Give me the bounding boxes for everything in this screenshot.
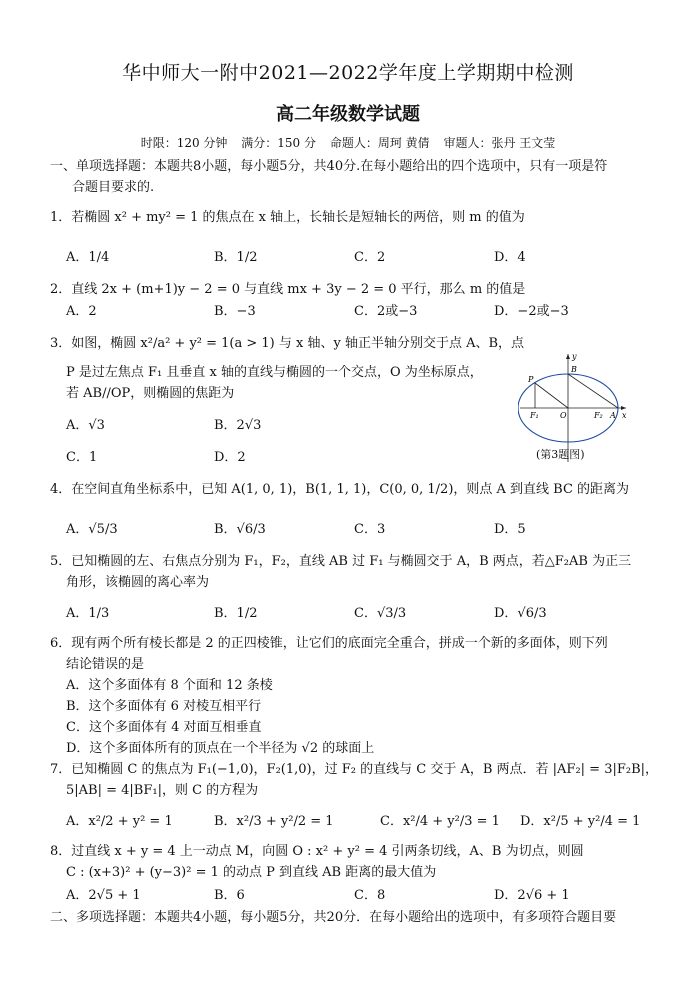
q2-option-c: C．2或−3: [354, 304, 418, 319]
label-f1: F₁: [530, 411, 539, 420]
q5-option-b: B．1/2: [214, 606, 258, 621]
q7-stem: 7．已知椭圆 C 的焦点为 F₁(−1,0)，F₂(1,0)，过 F₂ 的直线与 C 交于 A，B 两点．若 |AF₂| = 3|F₂B|，: [50, 762, 659, 777]
q7-option-c: C．x²/4 + y²/3 = 1: [380, 814, 500, 829]
q5-stem: 5．已知椭圆的左、右焦点分别为 F₁，F₂，直线 AB 过 F₁ 与椭圆交于 A，B 两点，若△F₂AB 为正三: [50, 554, 632, 569]
q3-option-a: A．√3: [66, 418, 105, 433]
label-o: O: [560, 411, 567, 420]
q8-stem: 8．过直线 x + y = 4 上一动点 M，向圆 O : x² + y² = 4 引两条切线，A、B 为切点，则圆: [50, 844, 584, 859]
q3-stem-cont: P 是过左焦点 F₁ 且垂直 x 轴的直线与椭圆的一个交点，O 为坐标原点，: [66, 365, 483, 380]
q1-option-b: B．1/2: [214, 250, 258, 265]
q8-option-c: C．8: [354, 888, 386, 903]
q3-figure-caption: (第3题图): [536, 448, 585, 461]
section2-heading: 二、多项选择题：本题共4小题，每小题5分，共20分．在每小题给出的选项中，有多项符合题目要: [50, 910, 617, 925]
segment-ab: [568, 374, 618, 408]
meta-reviewer: 审题人：张丹 王文莹: [443, 136, 556, 150]
exam-subtitle: 高二年级数学试题: [276, 104, 420, 125]
q1-option-c: C．2: [354, 250, 386, 265]
label-y: y: [572, 352, 577, 361]
label-x: x: [622, 411, 627, 420]
q1-option-d: D．4: [494, 250, 526, 265]
label-p: P: [528, 375, 534, 384]
q2-option-b: B．−3: [214, 304, 256, 319]
y-axis-arrow: [566, 354, 570, 359]
label-f2: F₂: [594, 411, 603, 420]
q6-option-b: B．这个多面体有 6 对棱互相平行: [66, 699, 262, 714]
q1-stem: 1．若椭圆 x² + my² = 1 的焦点在 x 轴上，长轴长是短轴长的两倍，则 m 的值为: [50, 210, 525, 225]
label-a: A: [610, 411, 616, 420]
q6-option-d: D．这个多面体所有的顶点在一个半径为 √2 的球面上: [66, 741, 375, 756]
q6-stem: 6．现有两个所有棱长都是 2 的正四棱锥，让它们的底面完全重合，拼成一个新的多面体，则下列: [50, 636, 608, 651]
q7-stem-cont: 5|AB| = 4|BF₁|，则 C 的方程为: [66, 783, 259, 798]
q5-stem-cont: 角形，该椭圆的离心率为: [66, 575, 210, 590]
q3-option-d: D．2: [214, 450, 246, 465]
q3-stem: 3．如图，椭圆 x²/a² + y² = 1(a > 1) 与 x 轴、y 轴正半轴分别交于点 A、B，点: [50, 336, 525, 351]
q7-option-b: B．x²/3 + y²/2 = 1: [214, 814, 334, 829]
q4-option-a: A．√5/3: [66, 522, 118, 537]
label-b: B: [571, 365, 577, 374]
q7-option-d: D．x²/5 + y²/4 = 1: [520, 814, 641, 829]
q4-stem: 4．在空间直角坐标系中，已知 A(1, 0, 1)，B(1, 1, 1)，C(0, 0, 1/2)，则点 A 到直线 BC 的距离为: [50, 482, 630, 497]
q4-option-c: C．3: [354, 522, 386, 537]
x-axis-arrow: [621, 406, 626, 410]
q8-option-b: B．6: [214, 888, 245, 903]
q2-option-a: A．2: [66, 304, 97, 319]
q5-option-d: D．√6/3: [494, 606, 547, 621]
q8-option-a: A．2√5 + 1: [66, 888, 141, 903]
q3-option-b: B．2√3: [214, 418, 262, 433]
q6-stem-cont: 结论错误的是: [66, 657, 145, 672]
q1-option-a: A．1/4: [66, 250, 110, 265]
q8-option-d: D．2√6 + 1: [494, 888, 570, 903]
section1-heading: 一、单项选择题：本题共8小题，每小题5分，共40分.在每小题给出的四个选项中，只有一项是符: [50, 159, 608, 174]
exam-title: 华中师大一附中2021—2022学年度上学期期中检测: [122, 62, 574, 84]
q4-option-d: D．5: [494, 522, 526, 537]
meta-score: 满分：150 分: [241, 136, 316, 150]
q2-stem: 2．直线 2x + (m+1)y − 2 = 0 与直线 mx + 3y − 2 = 0 平行，那么 m 的值是: [50, 282, 526, 297]
q3-stem-cont2: 若 AB//OP，则椭圆的焦距为: [66, 386, 235, 401]
q5-option-a: A．1/3: [66, 606, 110, 621]
q4-option-b: B．√6/3: [214, 522, 266, 537]
meta-author: 命题人：周珂 黄倩: [329, 136, 430, 150]
q2-option-d: D．−2或−3: [494, 304, 569, 319]
q7-option-a: A．x²/2 + y² = 1: [66, 814, 173, 829]
q3-option-c: C．1: [66, 450, 98, 465]
section1-heading-cont: 合题目要求的.: [72, 180, 155, 195]
q6-option-c: C．这个多面体有 4 对面互相垂直: [66, 720, 262, 735]
segment-op: [535, 383, 568, 408]
meta-time: 时限：120 分钟: [140, 136, 228, 150]
exam-meta: [0, 134, 696, 151]
q8-stem-cont: C : (x+3)² + (y−3)² = 1 的动点 P 到直线 AB 距离的最大值为: [66, 865, 437, 880]
q6-option-a: A．这个多面体有 8 个面和 12 条棱: [66, 678, 273, 693]
q5-option-c: C．√3/3: [354, 606, 407, 621]
